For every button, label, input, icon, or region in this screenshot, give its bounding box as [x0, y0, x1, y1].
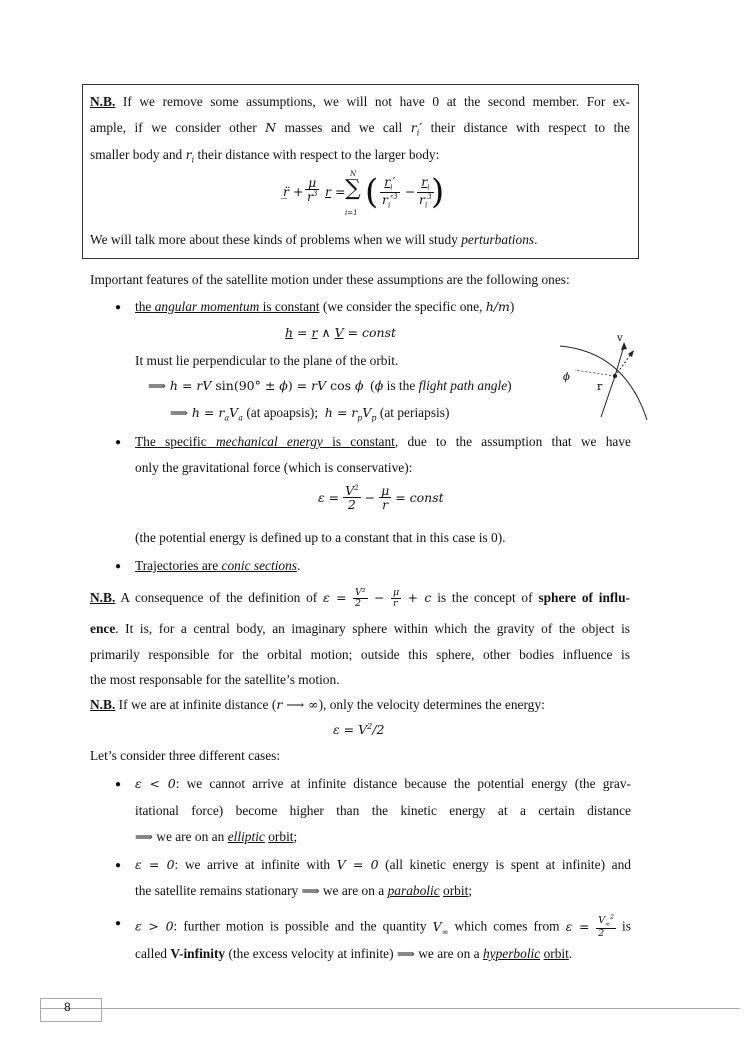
figure-label-v: v: [617, 333, 623, 344]
bullet-dot: ●: [115, 918, 122, 929]
perpendicular-text: It must lie perpendicular to the plane of the orbit.: [135, 353, 399, 368]
case3-line2: called V-infinity (the excess velocity at infinite) ⟹ we are on a hyperbolic orbit.: [135, 946, 573, 961]
note2-line3: primarily responsible for the orbital motion; outside this sphere, other bodies influence is: [90, 647, 630, 662]
case1-line2: itational force) become higher than the kinetic energy at a certain distance: [135, 803, 631, 818]
angular-momentum-formula: h = r ∧ V = const: [285, 325, 397, 340]
page-number: 8: [64, 1000, 71, 1014]
note1-line3: smaller body and $r_i$ their distance with respect to the larger body:: [90, 147, 440, 165]
orbit-figure: [555, 332, 660, 427]
note2-line4: the most responsable for the satellite’s motion.: [90, 672, 340, 687]
energy-formula: ε = $\frac{V^2}{2}$ − $\frac{\mu}{r}$ = const: [318, 483, 444, 513]
cases-intro: Let’s consider three different cases:: [90, 748, 281, 763]
case1-line3: ⟹ we are on an elliptic orbit;: [135, 829, 298, 844]
infinite-energy-formula: $\varepsilon = V^2/2$: [333, 722, 385, 738]
case3-line1: ε > 0: further motion is possible and the quantity $V_\infty$ which comes from ε = $\frac{V_\infty^2}{2}$ is: [135, 914, 631, 940]
case2-line2: the satellite remains stationary ⟹ we are on a parabolic orbit;: [135, 883, 473, 898]
bullet-dot: ●: [115, 779, 122, 790]
note2-line1: N.B. A consequence of the definition of ε = $\frac{\text{V²}}{2}$ − $\frac{\mu}{r}$ + c is the concept of sphere of influ-: [90, 587, 631, 609]
intro-text: Important features of the satellite motion under these assumptions are the following ones:: [90, 272, 570, 287]
footer-rule: [40, 1008, 740, 1009]
note1-closing: We will talk more about these kinds of problems when we will study perturbations.: [90, 232, 538, 247]
bullet3-text: Trajectories are conic sections.: [135, 558, 301, 573]
case1-line1: ε < 0: we cannot arrive at infinite distance because the potential energy (the grav-: [135, 776, 631, 791]
bullet-dot: ●: [115, 437, 122, 448]
flight-path-formula: ⟹ h = rV sin(90° ± ϕ) = rV cos ϕ (ϕ is the flight path angle): [148, 378, 512, 393]
bullet-dot: ●: [115, 302, 122, 313]
bullet2-line1: The specific mechanical energy is constant, due to the assumption that we have: [135, 434, 631, 449]
bullet2-line2: only the gravitational force (which is conservative):: [135, 460, 413, 475]
note3-text: N.B. If we are at infinite distance (r ⟶ ∞), only the velocity determines the energy:: [90, 697, 545, 712]
bullet2-note: (the potential energy is defined up to a constant that in this case is 0).: [135, 530, 506, 545]
figure-label-phi: ϕ: [563, 372, 570, 383]
bullet-dot: ●: [115, 860, 122, 871]
apo-peri-formula: ⟹ $h = r_aV_a$ (at apoapsis); $h = r_pV_p$ (at periapsis): [170, 405, 450, 423]
nb-label: N.B.: [90, 94, 116, 109]
note1-line2: ample, if we consider other N masses and we call $r_i'$ their distance with respect to the: [90, 120, 630, 138]
figure-label-r: r: [597, 380, 603, 393]
bullet1-heading: the angular momentum is constant (we consider the specific one, h/m): [135, 299, 515, 314]
bullet-dot: ●: [115, 561, 122, 572]
note2-line2: ence. It is, for a central body, an imaginary sphere within which the gravity of the object is: [90, 621, 630, 636]
page-number-box: [40, 998, 102, 1022]
case2-line1: ε = 0: we arrive at infinite with V = 0 (all kinetic energy is spent at infinite) and: [135, 857, 631, 872]
note1-line1: N.B. If we remove some assumptions, we will not have 0 at the second member. For ex-: [90, 94, 630, 109]
